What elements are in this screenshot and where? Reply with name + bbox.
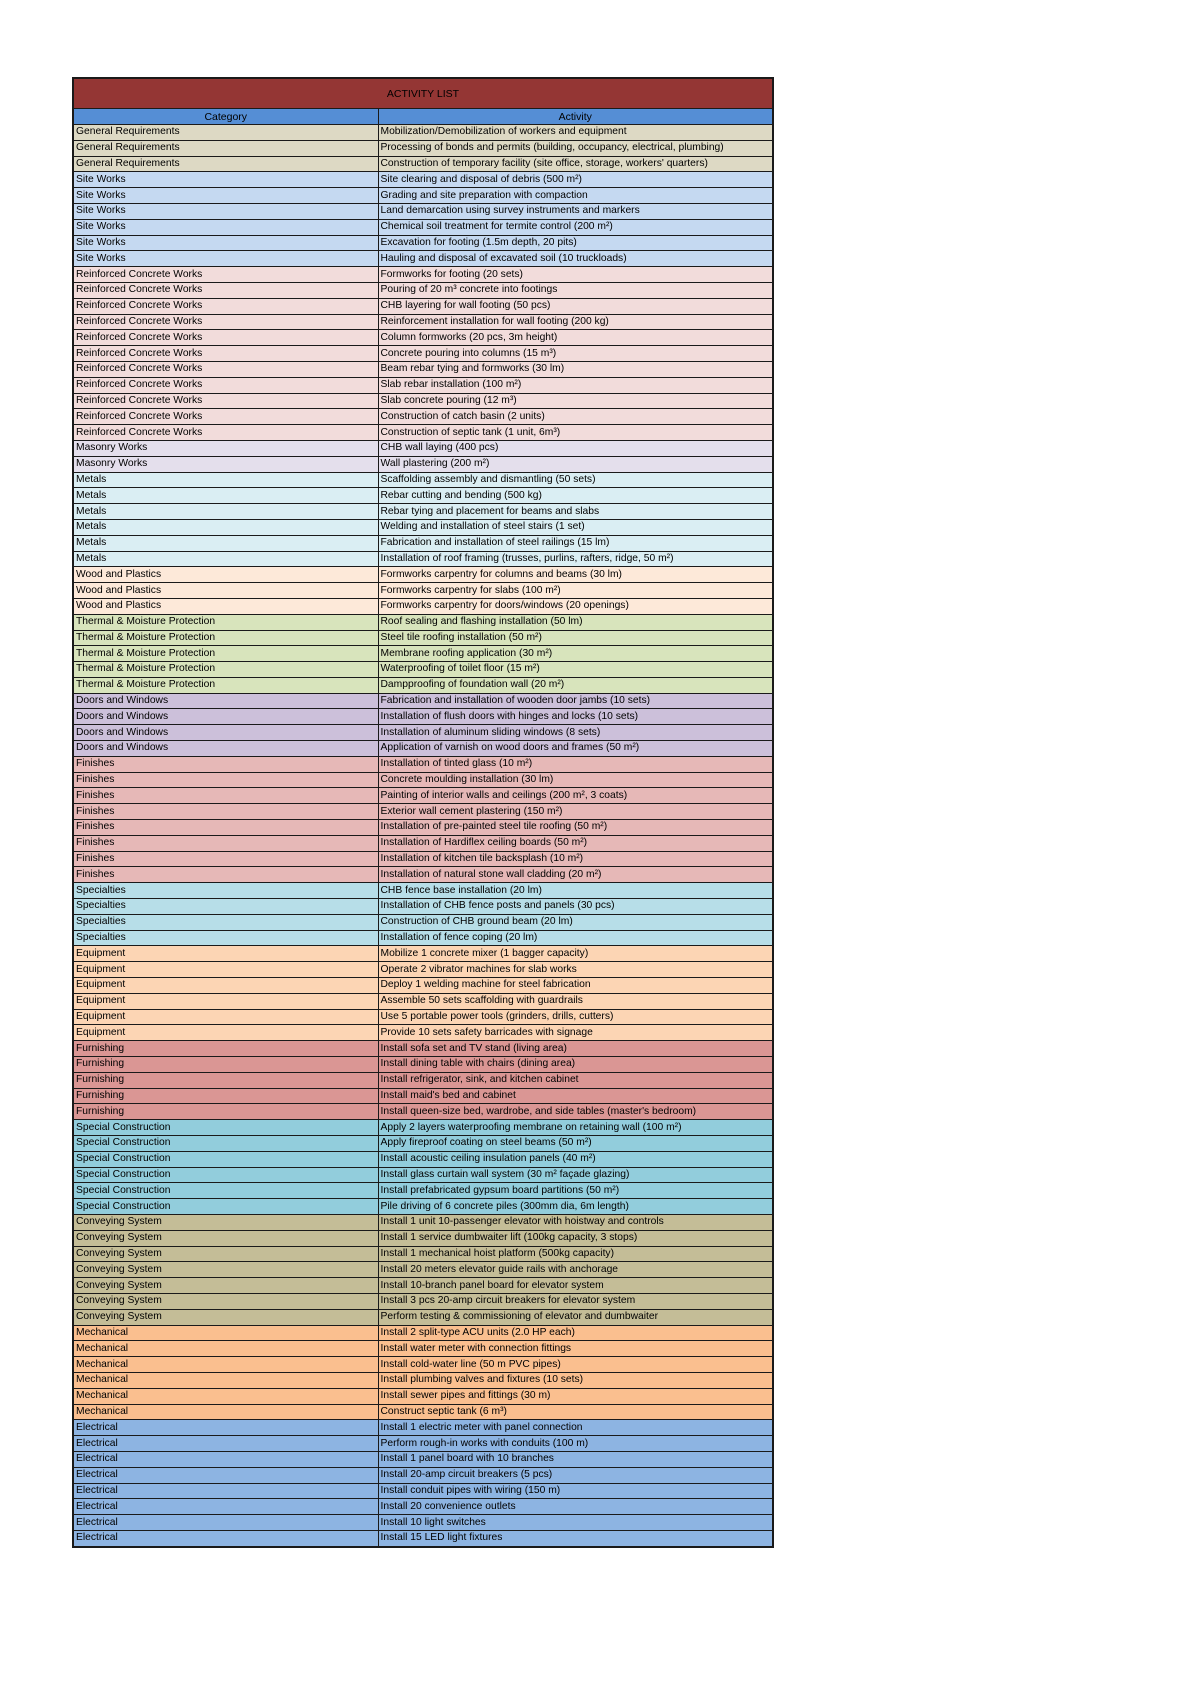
table-row [74,1136,772,1152]
category-cell: Equipment [74,993,378,1009]
table-row [74,820,772,836]
activity-cell: Installation of fence coping (20 lm) [378,930,772,946]
category-cell: Conveying System [74,1293,378,1309]
category-cell: Specialties [74,930,378,946]
table-row [74,1009,772,1025]
activity-cell: Land demarcation using survey instruments and markers [378,203,772,219]
activity-cell: Install cold-water line (50 m PVC pipes) [378,1357,772,1373]
table-row [74,125,772,141]
table-row [74,1104,772,1120]
activity-cell: Install dining table with chairs (dining area) [378,1057,772,1073]
category-cell: Conveying System [74,1278,378,1294]
table-row [74,1088,772,1104]
category-cell: Specialties [74,883,378,899]
category-cell: Special Construction [74,1167,378,1183]
category-cell: Equipment [74,946,378,962]
table-row [74,298,772,314]
table-row [74,488,772,504]
table-row [74,1025,772,1041]
category-cell: Finishes [74,772,378,788]
activity-cell: Apply 2 layers waterproofing membrane on retaining wall (100 m²) [378,1120,772,1136]
activity-cell: Installation of flush doors with hinges and locks (10 sets) [378,709,772,725]
category-cell: Reinforced Concrete Works [74,267,378,283]
category-cell: Site Works [74,203,378,219]
category-cell: Conveying System [74,1214,378,1230]
activity-cell: Install 1 service dumbwaiter lift (100kg capacity, 3 stops) [378,1230,772,1246]
table-row [74,1072,772,1088]
activity-cell: Rebar tying and placement for beams and slabs [378,504,772,520]
table-row [74,1120,772,1136]
table-row [74,598,772,614]
activity-cell: Construction of temporary facility (site office, storage, workers' quarters) [378,156,772,172]
table-row [74,1436,772,1452]
activity-cell: Installation of kitchen tile backsplash (10 m²) [378,851,772,867]
category-cell: Furnishing [74,1057,378,1073]
activity-cell: Install plumbing valves and fixtures (10 sets) [378,1372,772,1388]
category-cell: Doors and Windows [74,741,378,757]
activity-cell: Concrete moulding installation (30 lm) [378,772,772,788]
activity-cell: CHB wall laying (400 pcs) [378,440,772,456]
category-cell: Site Works [74,251,378,267]
activity-cell: Install 20-amp circuit breakers (5 pcs) [378,1467,772,1483]
table-row [74,1483,772,1499]
activity-cell: Dampproofing of foundation wall (20 m²) [378,677,772,693]
activity-cell: Application of varnish on wood doors and frames (50 m²) [378,741,772,757]
activity-cell: Construct septic tank (6 m³) [378,1404,772,1420]
activity-cell: Reinforcement installation for wall footing (200 kg) [378,314,772,330]
category-cell: Furnishing [74,1088,378,1104]
category-cell: Electrical [74,1420,378,1436]
activity-cell: Construction of septic tank (1 unit, 6m³) [378,425,772,441]
category-cell: Electrical [74,1515,378,1531]
activity-cell: Install refrigerator, sink, and kitchen cabinet [378,1072,772,1088]
activity-cell: Fabrication and installation of steel railings (15 lm) [378,535,772,551]
category-cell: Reinforced Concrete Works [74,361,378,377]
activity-cell: CHB layering for wall footing (50 pcs) [378,298,772,314]
activity-cell: Install sewer pipes and fittings (30 m) [378,1388,772,1404]
activity-cell: Formworks for footing (20 sets) [378,267,772,283]
activity-cell: Waterproofing of toilet floor (15 m²) [378,662,772,678]
category-cell: General Requirements [74,125,378,141]
activity-cell: Formworks carpentry for doors/windows (20 openings) [378,598,772,614]
table-row [74,1309,772,1325]
table-row [74,203,772,219]
category-cell: Mechanical [74,1341,378,1357]
table-row [74,440,772,456]
activity-cell: Hauling and disposal of excavated soil (10 truckloads) [378,251,772,267]
activity-cell: Processing of bonds and permits (building, occupancy, electrical, plumbing) [378,140,772,156]
category-cell: Site Works [74,172,378,188]
table-row [74,1246,772,1262]
activity-cell: Install queen-size bed, wardrobe, and side tables (master's bedroom) [378,1104,772,1120]
sheet-title: ACTIVITY LIST [74,79,772,109]
table-row [74,219,772,235]
table-row [74,1183,772,1199]
table-row [74,551,772,567]
table-row [74,788,772,804]
category-cell: Reinforced Concrete Works [74,393,378,409]
activity-cell: Installation of natural stone wall cladding (20 m²) [378,867,772,883]
activity-cell: Installation of CHB fence posts and panels (30 pcs) [378,899,772,915]
table-row [74,1530,772,1545]
category-cell: Thermal & Moisture Protection [74,662,378,678]
table-row [74,377,772,393]
table-row [74,1420,772,1436]
table-row [74,1041,772,1057]
table-row [74,567,772,583]
table-row [74,993,772,1009]
table-row [74,1515,772,1531]
activity-cell: Excavation for footing (1.5m depth, 20 pits) [378,235,772,251]
table-row [74,1230,772,1246]
activity-cell: Scaffolding assembly and dismantling (50 sets) [378,472,772,488]
activity-cell: Installation of tinted glass (10 m²) [378,756,772,772]
table-row [74,1467,772,1483]
category-cell: Mechanical [74,1388,378,1404]
activity-cell: Construction of CHB ground beam (20 lm) [378,914,772,930]
category-cell: Thermal & Moisture Protection [74,646,378,662]
table-row [74,156,772,172]
activity-cell: Perform testing & commissioning of elevator and dumbwaiter [378,1309,772,1325]
table-row [74,519,772,535]
category-cell: Masonry Works [74,456,378,472]
activity-cell: Deploy 1 welding machine for steel fabrication [378,978,772,994]
category-cell: Wood and Plastics [74,598,378,614]
category-cell: Doors and Windows [74,709,378,725]
activity-cell: Mobilize 1 concrete mixer (1 bagger capacity) [378,946,772,962]
table-row [74,1404,772,1420]
table-row [74,804,772,820]
activity-cell: Installation of roof framing (trusses, purlins, rafters, ridge, 50 m²) [378,551,772,567]
activity-cell: Grading and site preparation with compaction [378,188,772,204]
header-category: Category [74,109,378,125]
table-row [74,741,772,757]
category-cell: Reinforced Concrete Works [74,377,378,393]
table-row [74,867,772,883]
activity-cell: Slab concrete pouring (12 m³) [378,393,772,409]
category-cell: Mechanical [74,1372,378,1388]
category-cell: Metals [74,472,378,488]
activity-cell: Operate 2 vibrator machines for slab works [378,962,772,978]
category-cell: Electrical [74,1451,378,1467]
activity-list-sheet [72,77,774,1548]
table-row [74,725,772,741]
category-cell: Reinforced Concrete Works [74,298,378,314]
table-row [74,693,772,709]
activity-cell: Install acoustic ceiling insulation panels (40 m²) [378,1151,772,1167]
category-cell: Reinforced Concrete Works [74,346,378,362]
table-row [74,709,772,725]
table-row [74,314,772,330]
category-cell: Site Works [74,188,378,204]
table-row [74,535,772,551]
activity-cell: Membrane roofing application (30 m²) [378,646,772,662]
table-row [74,361,772,377]
category-cell: Reinforced Concrete Works [74,425,378,441]
activity-cell: Pile driving of 6 concrete piles (300mm dia, 6m length) [378,1199,772,1215]
table-row [74,883,772,899]
category-cell: Electrical [74,1467,378,1483]
activity-cell: Welding and installation of steel stairs (1 set) [378,519,772,535]
activity-cell: Install water meter with connection fittings [378,1341,772,1357]
activity-cell: Install 15 LED light fixtures [378,1530,772,1545]
table-row [74,756,772,772]
table-row [74,504,772,520]
table-row [74,1341,772,1357]
category-cell: Finishes [74,804,378,820]
category-cell: Electrical [74,1499,378,1515]
category-cell: Equipment [74,1025,378,1041]
category-cell: Doors and Windows [74,725,378,741]
activity-cell: Install conduit pipes with wiring (150 m) [378,1483,772,1499]
activity-cell: Pouring of 20 m³ concrete into footings [378,282,772,298]
activity-cell: Fabrication and installation of wooden door jambs (10 sets) [378,693,772,709]
table-row [74,1357,772,1373]
activity-cell: Install 2 split-type ACU units (2.0 HP each) [378,1325,772,1341]
table-row [74,1372,772,1388]
activity-cell: CHB fence base installation (20 lm) [378,883,772,899]
category-cell: Mechanical [74,1404,378,1420]
category-cell: Doors and Windows [74,693,378,709]
table-row [74,172,772,188]
category-cell: Metals [74,535,378,551]
category-cell: Metals [74,488,378,504]
activity-cell: Painting of interior walls and ceilings (200 m², 3 coats) [378,788,772,804]
activity-cell: Installation of pre-painted steel tile roofing (50 m²) [378,820,772,836]
activity-cell: Wall plastering (200 m²) [378,456,772,472]
activity-cell: Provide 10 sets safety barricades with signage [378,1025,772,1041]
table-row [74,235,772,251]
category-cell: Special Construction [74,1120,378,1136]
activity-cell: Install maid's bed and cabinet [378,1088,772,1104]
table-row [74,1451,772,1467]
activity-cell: Install 3 pcs 20-amp circuit breakers for elevator system [378,1293,772,1309]
activity-cell: Install 1 unit 10-passenger elevator with hoistway and controls [378,1214,772,1230]
category-cell: Furnishing [74,1104,378,1120]
activity-cell: Install glass curtain wall system (30 m² façade glazing) [378,1167,772,1183]
category-cell: Metals [74,519,378,535]
table-row [74,1057,772,1073]
table-row [74,946,772,962]
activity-cell: Apply fireproof coating on steel beams (50 m²) [378,1136,772,1152]
activity-cell: Install prefabricated gypsum board partitions (50 m²) [378,1183,772,1199]
category-cell: Conveying System [74,1309,378,1325]
category-cell: Reinforced Concrete Works [74,282,378,298]
category-cell: Finishes [74,835,378,851]
activity-cell: Concrete pouring into columns (15 m³) [378,346,772,362]
activity-cell: Formworks carpentry for slabs (100 m²) [378,583,772,599]
activity-cell: Steel tile roofing installation (50 m²) [378,630,772,646]
activity-cell: Column formworks (20 pcs, 3m height) [378,330,772,346]
activity-cell: Beam rebar tying and formworks (30 lm) [378,361,772,377]
table-row [74,614,772,630]
table-row [74,772,772,788]
category-cell: Electrical [74,1530,378,1545]
category-cell: Special Construction [74,1183,378,1199]
category-cell: Wood and Plastics [74,583,378,599]
table-row [74,282,772,298]
table-row [74,677,772,693]
table-row [74,393,772,409]
table-row [74,1388,772,1404]
category-cell: Metals [74,551,378,567]
activity-cell: Install sofa set and TV stand (living area) [378,1041,772,1057]
table-row [74,835,772,851]
table-row [74,188,772,204]
category-cell: Reinforced Concrete Works [74,330,378,346]
category-cell: Finishes [74,851,378,867]
category-cell: Specialties [74,899,378,915]
activity-cell: Install 1 electric meter with panel connection [378,1420,772,1436]
activity-cell: Install 20 meters elevator guide rails with anchorage [378,1262,772,1278]
category-cell: Reinforced Concrete Works [74,314,378,330]
activity-cell: Installation of aluminum sliding windows (8 sets) [378,725,772,741]
category-cell: Metals [74,504,378,520]
category-cell: Mechanical [74,1325,378,1341]
category-cell: Furnishing [74,1041,378,1057]
header-row [74,109,772,125]
table-row [74,914,772,930]
table-row [74,662,772,678]
category-cell: Conveying System [74,1230,378,1246]
activity-cell: Slab rebar installation (100 m²) [378,377,772,393]
table-row [74,1278,772,1294]
category-cell: Special Construction [74,1151,378,1167]
table-row [74,899,772,915]
category-cell: Electrical [74,1436,378,1452]
category-cell: General Requirements [74,140,378,156]
activity-cell: Roof sealing and flashing installation (50 lm) [378,614,772,630]
table-row [74,1293,772,1309]
category-cell: Thermal & Moisture Protection [74,677,378,693]
table-row [74,978,772,994]
table-row [74,1151,772,1167]
table-row [74,962,772,978]
table-row [74,1199,772,1215]
category-cell: Equipment [74,978,378,994]
table-row [74,630,772,646]
table-row [74,930,772,946]
activity-cell: Rebar cutting and bending (500 kg) [378,488,772,504]
activity-table [74,109,772,1546]
category-cell: Conveying System [74,1246,378,1262]
activity-cell: Installation of Hardiflex ceiling boards (50 m²) [378,835,772,851]
category-cell: Special Construction [74,1199,378,1215]
category-cell: Finishes [74,788,378,804]
activity-cell: Construction of catch basin (2 units) [378,409,772,425]
table-row [74,346,772,362]
table-row [74,583,772,599]
table-row [74,1262,772,1278]
activity-cell: Install 10-branch panel board for elevator system [378,1278,772,1294]
category-cell: Special Construction [74,1136,378,1152]
category-cell: Mechanical [74,1357,378,1373]
category-cell: Site Works [74,219,378,235]
category-cell: General Requirements [74,156,378,172]
table-row [74,267,772,283]
category-cell: Site Works [74,235,378,251]
category-cell: Finishes [74,867,378,883]
header-activity: Activity [378,109,772,125]
activity-cell: Assemble 50 sets scaffolding with guardrails [378,993,772,1009]
table-body [74,125,772,1546]
category-cell: Specialties [74,914,378,930]
activity-cell: Mobilization/Demobilization of workers and equipment [378,125,772,141]
table-row [74,409,772,425]
activity-cell: Exterior wall cement plastering (150 m²) [378,804,772,820]
activity-cell: Install 1 mechanical hoist platform (500kg capacity) [378,1246,772,1262]
table-row [74,646,772,662]
category-cell: Reinforced Concrete Works [74,409,378,425]
table-row [74,425,772,441]
category-cell: Finishes [74,820,378,836]
activity-cell: Install 20 convenience outlets [378,1499,772,1515]
category-cell: Masonry Works [74,440,378,456]
category-cell: Thermal & Moisture Protection [74,630,378,646]
category-cell: Thermal & Moisture Protection [74,614,378,630]
table-row [74,851,772,867]
activity-cell: Chemical soil treatment for termite control (200 m²) [378,219,772,235]
table-row [74,472,772,488]
table-row [74,251,772,267]
category-cell: Finishes [74,756,378,772]
table-row [74,1167,772,1183]
table-row [74,1325,772,1341]
activity-cell: Formworks carpentry for columns and beams (30 lm) [378,567,772,583]
table-row [74,1499,772,1515]
activity-cell: Use 5 portable power tools (grinders, drills, cutters) [378,1009,772,1025]
category-cell: Wood and Plastics [74,567,378,583]
table-row [74,330,772,346]
category-cell: Electrical [74,1483,378,1499]
table-row [74,1214,772,1230]
activity-cell: Perform rough-in works with conduits (100 m) [378,1436,772,1452]
category-cell: Equipment [74,1009,378,1025]
category-cell: Equipment [74,962,378,978]
category-cell: Furnishing [74,1072,378,1088]
category-cell: Conveying System [74,1262,378,1278]
table-row [74,456,772,472]
activity-cell: Install 1 panel board with 10 branches [378,1451,772,1467]
activity-cell: Install 10 light switches [378,1515,772,1531]
activity-cell: Site clearing and disposal of debris (500 m²) [378,172,772,188]
table-row [74,140,772,156]
